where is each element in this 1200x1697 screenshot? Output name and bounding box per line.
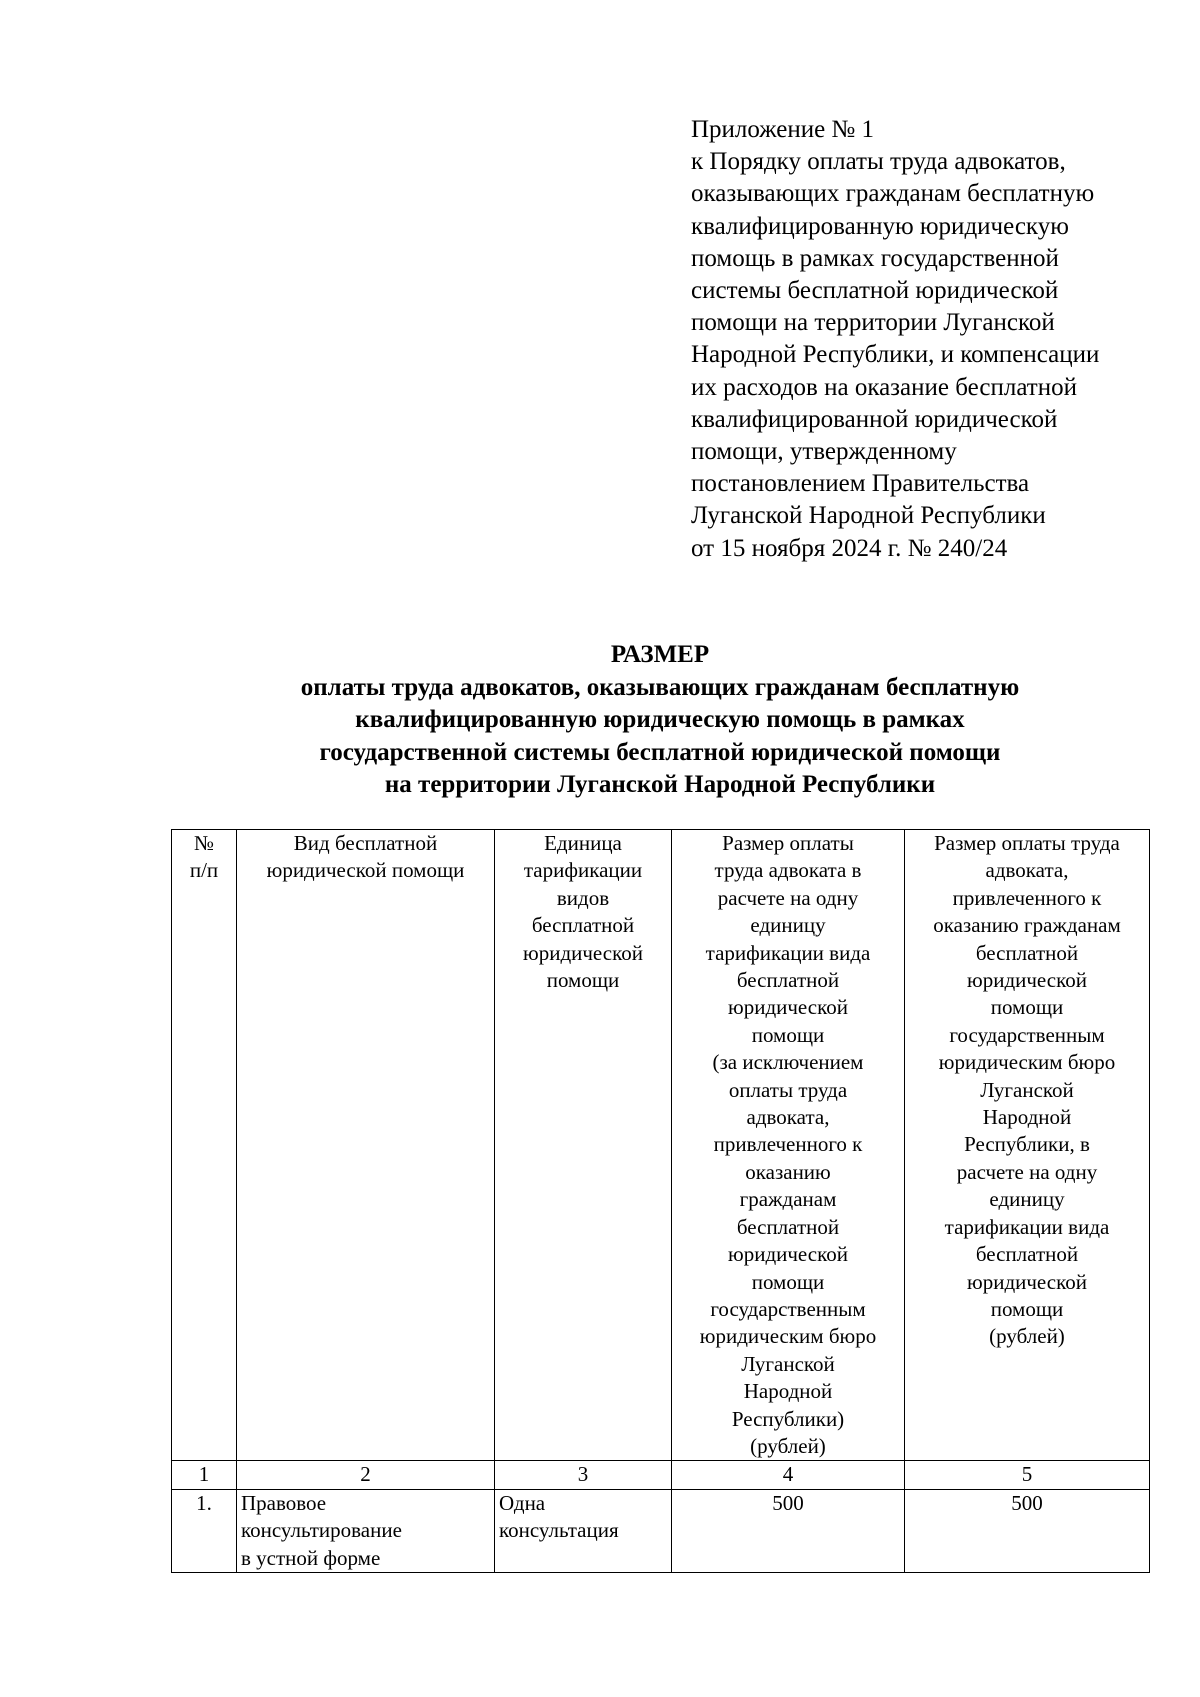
header-line: (рублей) [989, 1324, 1065, 1349]
header-line: Республики) [731, 1406, 845, 1431]
appendix-line: Народной Республики, и компенсации [691, 341, 1100, 369]
header-line: бесплатной [975, 940, 1079, 965]
header-line: бесплатной [736, 1214, 840, 1239]
header-line: расчете на одну [956, 1159, 1098, 1184]
appendix-line: системы бесплатной юридической [691, 277, 1059, 305]
appendix-line: помощи на территории Луганской [691, 309, 1055, 337]
header-line: тарификации вида [705, 940, 871, 965]
title-line: на территории Луганской Народной Республики [384, 771, 936, 798]
column-number: 2 [237, 1461, 495, 1489]
header-line: привлеченного к [952, 885, 1102, 910]
header-line: юридической помощи [266, 858, 465, 883]
header-line: привлеченного к [713, 1132, 863, 1157]
header-line: Республики, в [964, 1132, 1090, 1157]
header-line: расчете на одну [717, 885, 859, 910]
header-line: юридическим бюро [699, 1324, 877, 1349]
table-row [172, 1489, 1150, 1572]
title-heading: РАЗМЕР [610, 641, 710, 668]
appendix-line: квалифицированной юридической [691, 405, 1058, 433]
help-type-cell [237, 1489, 495, 1572]
header-line: Луганской [741, 1351, 835, 1376]
header-line: государственным [949, 1022, 1105, 1047]
header-cell-rate [672, 830, 905, 1461]
header-line: Размер оплаты [722, 831, 854, 855]
header-line: (за исключением [712, 1050, 864, 1075]
header-line: Луганской [980, 1077, 1074, 1102]
header-line: тарификации [523, 858, 643, 883]
header-line: помощи [546, 968, 620, 993]
header-line: помощи [990, 995, 1064, 1020]
header-line: (рублей) [750, 1433, 826, 1458]
header-line: юридической [728, 1242, 848, 1267]
column-number: 5 [905, 1461, 1150, 1489]
header-line: оплаты труда [728, 1077, 848, 1102]
header-cell-rate-bureau [905, 830, 1150, 1461]
header-line: Вид бесплатной [293, 831, 438, 855]
header-line: помощи [751, 1022, 825, 1047]
help-type-line: в устной форме [241, 1545, 381, 1570]
appendix-line: постановлением Правительства [691, 470, 1030, 498]
header-line: Народной [743, 1379, 833, 1404]
unit-line: Одна [499, 1490, 546, 1515]
header-line: юридической [967, 968, 1087, 993]
column-number: 4 [672, 1461, 905, 1489]
header-line: бесплатной [736, 968, 840, 993]
header-line: видов [556, 885, 610, 910]
appendix-line: Луганской Народной Республики [691, 502, 1046, 530]
appendix-note [691, 114, 1161, 565]
header-line: юридической [967, 1269, 1087, 1294]
unit-cell [495, 1489, 672, 1572]
header-line: помощи [751, 1269, 825, 1294]
header-line: помощи [990, 1296, 1064, 1321]
rate-cell: 500 [672, 1489, 905, 1572]
header-line: государственным [710, 1296, 866, 1321]
column-number: 1 [172, 1461, 237, 1489]
header-cell-unit [495, 830, 672, 1461]
header-line: адвоката, [985, 858, 1069, 883]
header-line: юридической [728, 995, 848, 1020]
rate-bureau-cell: 500 [905, 1489, 1150, 1572]
table-header-row [172, 830, 1150, 1461]
header-line: оказанию гражданам [933, 913, 1121, 938]
header-line: юридическим бюро [938, 1050, 1116, 1075]
appendix-line: оказывающих гражданам бесплатную [691, 180, 1095, 208]
header-line: оказанию [745, 1159, 831, 1184]
header-line: бесплатной [531, 913, 635, 938]
appendix-line: к Порядку оплаты труда адвокатов, [691, 148, 1066, 176]
appendix-line: их расходов на оказание бесплатной [691, 373, 1077, 401]
title-line: государственной системы бесплатной юридической помощи [319, 738, 1001, 766]
appendix-line: помощи, утвержденному [691, 438, 957, 466]
header-line: бесплатной [975, 1242, 1079, 1267]
document-title [160, 639, 1160, 802]
row-number: 1. [172, 1489, 237, 1572]
title-line: оплаты труда адвокатов, оказывающих гражданам бесплатную [300, 673, 1020, 701]
header-line: п/п [189, 858, 219, 883]
appendix-line: квалифицированную юридическую [691, 212, 1069, 240]
column-number-row [172, 1461, 1150, 1489]
header-line: Народной [982, 1105, 1072, 1130]
header-line: труда адвоката в [714, 858, 862, 883]
header-line: адвоката, [746, 1105, 830, 1130]
appendix-line: Приложение № 1 [691, 116, 875, 143]
appendix-line: от 15 ноября 2024 г. № 240/24 [691, 534, 1008, 562]
rates-table [171, 829, 1150, 1573]
help-type-line: консультирование [241, 1518, 402, 1543]
header-cell-type [237, 830, 495, 1461]
header-line: тарификации вида [944, 1214, 1110, 1239]
appendix-line: помощь в рамках государственной [691, 244, 1059, 272]
header-line: № [193, 831, 215, 855]
header-line: юридической [523, 940, 643, 965]
column-number: 3 [495, 1461, 672, 1489]
header-line: Единица [544, 831, 622, 855]
title-line: квалифицированную юридическую помощь в рамках [355, 706, 965, 733]
header-line: единицу [989, 1187, 1065, 1212]
header-line: Размер оплаты труда [934, 831, 1120, 855]
help-type-line: Правовое [241, 1490, 327, 1515]
unit-line: консультация [499, 1518, 619, 1543]
header-cell-number [172, 830, 237, 1461]
header-line: гражданам [739, 1187, 837, 1212]
header-line: единицу [750, 913, 826, 938]
